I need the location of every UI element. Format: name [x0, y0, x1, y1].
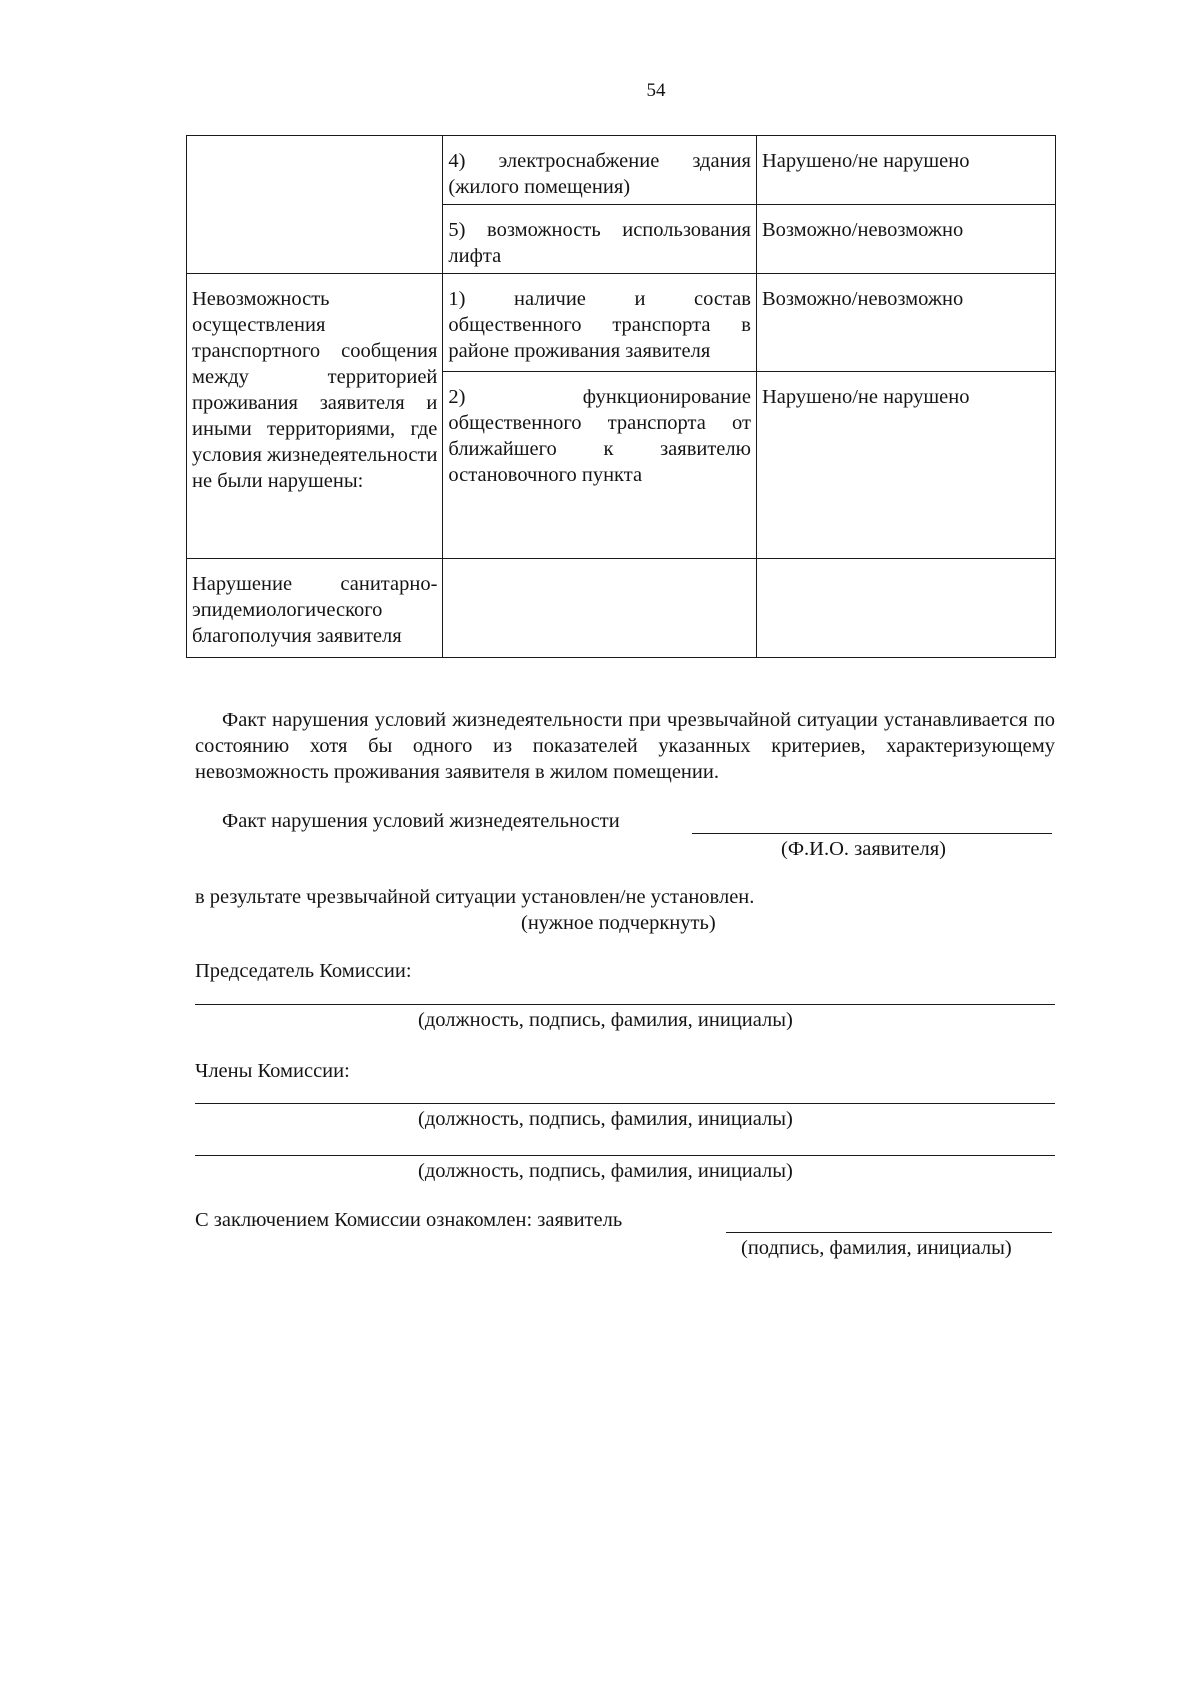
fio-signature-line: [692, 833, 1052, 834]
fio-hint: (Ф.И.О. заявителя): [781, 838, 946, 860]
criterion-cell: [187, 136, 443, 274]
page-number: 54: [646, 80, 666, 101]
underline-hint: (нужное подчеркнуть): [521, 912, 716, 934]
chairman-label: Председатель Комиссии:: [195, 960, 412, 982]
members-label: Члены Комиссии:: [195, 1060, 350, 1082]
member-signature-hint: (должность, подпись, фамилия, инициалы): [418, 1160, 793, 1182]
status-cell: Возможно/невозможно: [756, 205, 1055, 274]
status-cell: Нарушено/не нарушено: [756, 372, 1055, 559]
table-row: [187, 274, 1056, 372]
fact-label: Факт нарушения условий жизнедеятельности: [222, 810, 620, 832]
conditions-paragraph: [195, 707, 1055, 785]
status-cell: Возможно/невозможно: [756, 274, 1055, 372]
criterion-cell: Нарушение санитарно-эпидемиологического благополучия заявителя: [187, 559, 443, 658]
applicant-signature-hint: (подпись, фамилия, инициалы): [741, 1237, 1012, 1259]
conditions-paragraph-text: Факт нарушения условий жизнедеятельности при чрезвычайной ситуации устанавливается по состоянию хотя бы одного из показателей указанных критериев, характеризующему невозможность проживания заявителя в жилом помещении.: [195, 709, 1055, 783]
member-signature-line: [195, 1155, 1055, 1156]
indicator-cell: 2) функционирование общественного транспорта от ближайшего к заявителю остановочного пункта: [443, 372, 757, 559]
indicator-cell: 4) электроснабжение здания (жилого помещения): [443, 136, 757, 205]
criterion-cell: Невозможность осуществления транспортного сообщения между территорией проживания заявителя и иными территориями, где условия жизнедеятельности не были нарушены:: [187, 274, 443, 559]
status-cell: [756, 559, 1055, 658]
criteria-table: [186, 135, 1056, 658]
member-signature-line: [195, 1103, 1055, 1104]
acquainted-label: С заключением Комиссии ознакомлен: заявитель: [195, 1209, 623, 1231]
status-cell: Нарушено/не нарушено: [756, 136, 1055, 205]
indicator-cell: [443, 559, 757, 658]
applicant-signature-line: [726, 1232, 1052, 1233]
chairman-signature-line: [195, 1004, 1055, 1005]
indicator-cell: 5) возможность использования лифта: [443, 205, 757, 274]
result-text: в результате чрезвычайной ситуации установлен/не установлен.: [195, 886, 755, 908]
table-row: [187, 136, 1056, 205]
table-row: [187, 559, 1056, 658]
chairman-signature-hint: (должность, подпись, фамилия, инициалы): [418, 1009, 793, 1031]
indicator-cell: 1) наличие и состав общественного транспорта в районе проживания заявителя: [443, 274, 757, 372]
member-signature-hint: (должность, подпись, фамилия, инициалы): [418, 1108, 793, 1130]
